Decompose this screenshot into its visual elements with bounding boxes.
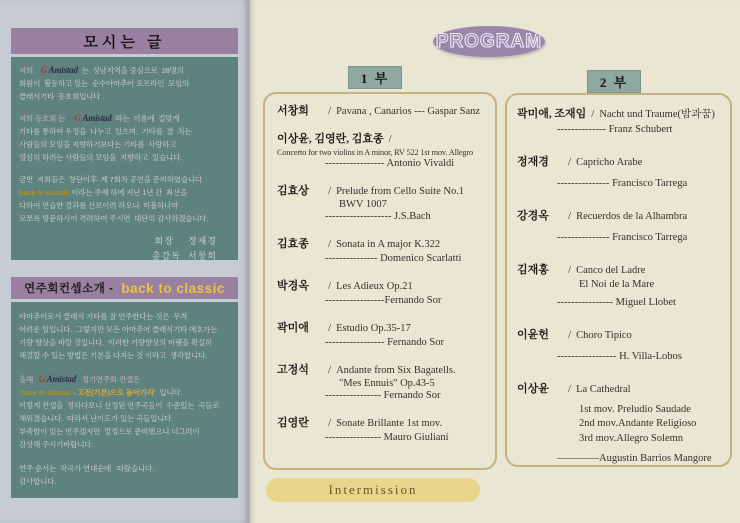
emphasis-text: 정기연주회 컨셉은 [77,375,140,384]
invitation-line: 사람들의 모임을 지향하기보다는 기타를 사랑하고 [19,140,177,149]
intermission-banner [266,478,480,502]
piece-title: Sonata in A major K.322 [336,238,441,250]
invitation-line: 금번 저희들은 창단이후 제 7회차 공연을 준비하였습니다 [19,175,202,184]
composer-credit: ----------------- H. Villa-Lobos [557,350,682,362]
concept-name-highlight: back to classic [19,188,70,197]
composer-credit: ---------------- Mauro Giuliani [325,432,449,443]
part1-program-box [263,92,497,470]
concept-text-box [11,302,238,498]
program-entry [517,263,722,310]
composer-credit: ------------------- J.S.Bach [325,211,431,222]
concept-line: 연주 순서는 작곡가 연대순에 따랐습니다. [19,464,154,473]
piece-title: Choro Tipico [576,330,632,341]
invitation-line: 회원이 활동하고 있는 순수아마추어 오프라인 모임의 [19,79,190,88]
piece-subtitle: BWV 1007 [339,199,387,210]
invitation-title-bar [11,28,238,54]
separator-slash: / [328,279,332,292]
separator-slash: / [591,108,595,120]
invitation-line: 클래식기타 동호회입니다 . [19,92,105,101]
separator-slash: / [568,383,572,395]
amistad-g-logo: G [74,113,81,123]
piece-title: Pavana , Canarios --- Gaspar Sanz [336,106,481,117]
program-entry [277,184,487,225]
invitation-title: 모시는 글 [83,33,166,51]
program-entry [517,209,722,245]
amistad-wordmark: Amistad [45,374,78,384]
emphasis-text: 저희 동호회 는 [19,114,75,123]
performer-name: 곽미애, 조재임 [517,108,587,120]
concept-line: 부족함이 있는 연주겠지만 열정으로 준비했으니 너그러이 [19,427,200,436]
concept-line: 감상해 주시기바랍니다. [19,440,94,449]
concept-line: 'back to classic - 고전(기본)으로 돌아가자' 입니다. [19,388,183,397]
signature-director: 총감독 서창희 [151,251,217,261]
emphasis-text: 올해 [19,375,39,384]
separator-slash: / [328,363,332,376]
separator-slash: / [328,416,332,429]
invitation-text-box [11,57,238,260]
amistad-wordmark: Amistad [46,65,80,75]
separator-slash: / [568,210,572,222]
composer-credit: --------------- Domenico Scarlatti [325,253,462,264]
performer-name: 강경옥 [517,210,549,222]
concept-line: 감사합니다. [19,477,57,486]
amistad-wordmark: Amistad [80,113,114,123]
program-entry [277,104,487,120]
concept-line: 이렇게 컨셉을 정하다보니 선정된 연주곡들이 수준있는 곡들로 [19,401,220,410]
movement-line: 2nd mov.Andante Religioso [579,418,697,429]
emphasis-text: 저희 [19,66,41,75]
intermission-label: Intermission [328,482,418,497]
concept-line: 채워졌습니다. 따라서 난이도가 있는 곡들입니다. [19,414,174,423]
performer-name: 고정석 [277,363,309,376]
program-entry [277,279,487,309]
program-title: PROGRAM [435,30,543,52]
concept-title-bar [11,277,238,299]
movement-line: 1st mov. Preludio Saudade [579,403,691,415]
part1-label: 1 부 [348,66,402,89]
performer-name: 김재홍 [517,264,549,276]
part2-program-box [505,93,732,467]
concept-title-korean: 연주회컨셉소개 - [24,283,114,295]
composer-credit: --------------- Francisco Tarrega [557,177,688,189]
composer-credit: -----------------Fernando Sor [325,295,442,306]
composer-credit: ————Augustin Barrios Mangore [557,453,712,464]
invitation-line: 열심히 하려는 사람들의 모임을 지향하고 있습니다. [19,153,183,162]
invitation-line: 다하여 연습한 결과를 선보이려 하오니 미흡하나마 [19,201,179,210]
piece-title: Recuerdos de la Alhambra [576,211,688,222]
composer-credit: ----------------- Antonio Vivaldi [325,158,455,169]
part2-label: 2 부 [587,70,641,93]
composer-credit: ----------------- Fernando Sor [325,337,444,348]
separator-slash: / [328,237,332,250]
amistad-g-logo: G [38,374,46,384]
signature-president: 회장 정재경 [154,236,217,246]
separator-slash: / [568,156,572,168]
performer-name: 정재경 [517,156,549,168]
program-entry [517,382,722,467]
invitation-line: 저희 동호회 는 G Amistad 라는 이름에 걸맞게 [19,113,180,123]
composer-credit: -------------- Franz Schubert [557,123,673,135]
concept-korean-highlight: - 고전(기본)으로 돌아가자' [70,388,156,397]
piece-title: Prelude from Cello Suite No.1 [336,185,465,197]
performer-name: 서창희 [277,105,309,117]
left-page [0,0,250,523]
piece-subtitle: "Mes Ennuis" Op.43-5 [339,378,435,389]
separator-slash: / [328,105,332,117]
performer-name: 김효종 [277,237,309,250]
separator-slash: / [388,132,392,145]
concept-line [19,373,231,386]
invitation-line: 모쪼록 방문하시어 격려하여 주시면 대단히 감사하겠습니다. [19,214,209,223]
program-entry [277,132,487,172]
performer-name: 이상윤 [517,383,549,395]
composer-credit: --------------- Francisco Tarrega [557,231,688,243]
movement-list [517,403,722,447]
program-entry [517,107,722,137]
performer-name: 김영란 [277,416,309,429]
concept-line: 기량 향상을 바랄 것입니다. 이러한 기량향상의 바램을 확실히 [19,338,213,347]
separator-slash: / [568,329,572,341]
program-title-ellipse [433,26,545,57]
program-entry [277,416,487,446]
piece-subtitle: El Noi de la Mare [579,278,655,290]
performer-name: 이윤헌 [517,329,549,341]
piece-title: Concerto for two violins in A minor, RV 522 1st mov. Allegro [277,148,474,157]
invitation-line: 저희 G Amistad 는 성남지역을 중심으로 28명의 [19,65,184,75]
invitation-line: 기타를 통하여 우정을 나누고 있으며, 기타를 잘 치는 [19,127,192,136]
piece-title: Capricho Arabe [576,157,643,168]
piece-title: Andante from Six Bagatells. [336,364,456,376]
program-entry [517,328,722,364]
piece-title: Sonate Brillante 1st mov. [336,417,443,429]
concept-title-highlight: back to classic [121,280,225,296]
separator-slash: / [568,264,572,276]
separator-slash: / [328,184,332,197]
program-entry [277,237,487,267]
piece-title: Canco del Ladre [576,265,646,276]
concept-line: 해결할 수 있는 방법은 기본을 다지는 것 이라고 생각합니다. [19,351,207,360]
composer-credit: ---------------- Fernando Sor [325,390,441,401]
performer-name: 박경옥 [277,279,309,292]
concept-name-highlight: 'back to classic [19,388,71,397]
concept-line: 어려운 일입니다. 그렇지만 모든 아마추어 클래식기타 애호가는 [19,325,218,334]
movement-line: 3rd mov.Allegro Solemn [579,432,684,444]
piece-title: Les Adieux Op.21 [336,280,413,292]
program-page [250,0,740,523]
program-entry [517,155,722,191]
program-entry [277,321,487,351]
separator-slash: / [328,321,332,334]
amistad-g-logo: G [40,65,47,75]
invitation-line: back to classic 이라는 주제 하에 지난 1년 간 최선을 [19,188,188,197]
piece-title: Nacht und Traume(밤과꿈) [599,109,715,120]
performer-name: 이상윤, 김영란, 김효종 [277,132,384,145]
program-entry [277,363,487,404]
piece-title: Estudio Op.35-17 [336,322,411,334]
concept-line: 아마추어로서 클래식 기타를 잘 연주한다는 것은 무척 [19,312,188,321]
performer-name: 곽미애 [277,321,309,334]
piece-title: La Cathedral [576,384,631,395]
performer-name: 김효상 [277,184,309,197]
composer-credit: ---------------- Miguel Llobet [557,296,676,308]
